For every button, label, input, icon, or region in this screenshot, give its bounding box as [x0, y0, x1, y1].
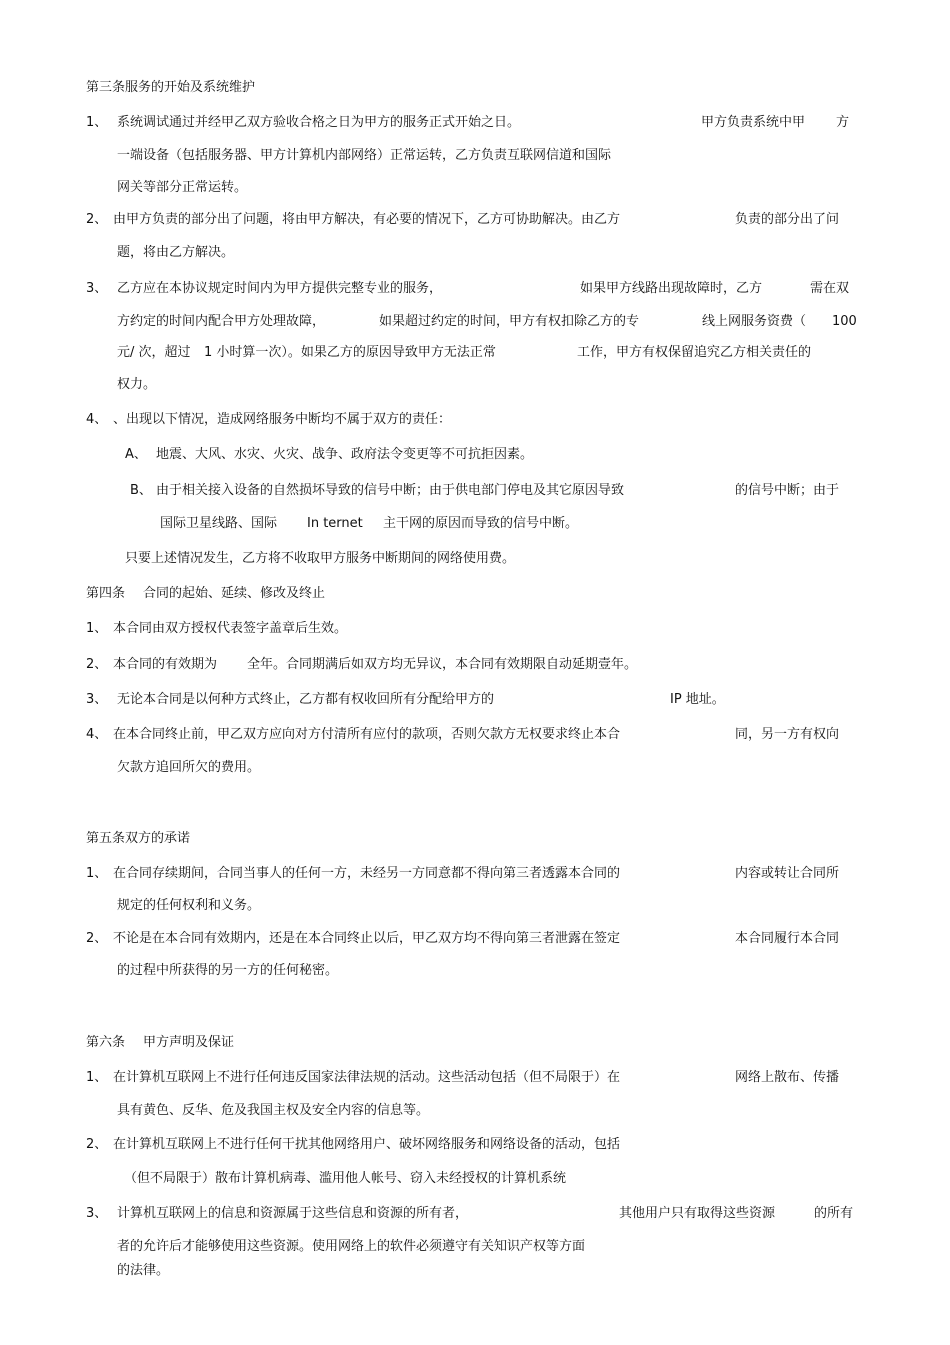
- text-line: 规定的任何权利和义务。: [117, 898, 261, 913]
- section-heading: 第五条双方的承诺: [86, 831, 191, 846]
- text-line: 在计算机互联网上不进行任何干扰其他网络用户、破坏网络服务和网络设备的活动，包括: [113, 1137, 621, 1152]
- item-number: 2、: [86, 1137, 108, 1152]
- text-line: 无论本合同是以何种方式终止，乙方都有权收回所有分配给甲方的: [117, 692, 495, 707]
- item-number: 2、: [86, 212, 108, 227]
- text-line: 网络上散布、传播: [735, 1070, 840, 1085]
- text-line: 具有黄色、反华、危及我国主权及安全内容的信息等。: [117, 1103, 430, 1118]
- text-line: 只要上述情况发生，乙方将不收取甲方服务中断期间的网络使用费。: [125, 551, 516, 566]
- text-line: 本合同的有效期为: [113, 657, 218, 672]
- text-line: 工作，甲方有权保留追究乙方相关责任的: [577, 345, 812, 360]
- text-line: 者的允许后才能够使用这些资源。使用网络上的软件必须遵守有关知识产权等方面: [117, 1239, 586, 1254]
- text-line: 全年。合同期满后如双方均无异议，本合同有效期限自动延期壹年。: [247, 657, 638, 672]
- text-line: 线上网服务资费（: [702, 314, 807, 329]
- item-number: 4、: [86, 412, 108, 427]
- item-number: 1、: [86, 621, 108, 636]
- text-line: 由甲方负责的部分出了问题，将由甲方解决，有必要的情况下，乙方可协助解决。由乙方: [113, 212, 621, 227]
- text-line: （但不局限于）散布计算机病毒、滥用他人帐号、窃入未经授权的计算机系统: [124, 1171, 567, 1186]
- text-line: 方约定的时间内配合甲方处理故障，: [117, 314, 326, 329]
- text-line: 地震、大风、水灾、火灾、战争、政府法令变更等不可抗拒因素。: [156, 447, 534, 462]
- item-number: 1、: [86, 866, 108, 881]
- section-heading-title: 合同的起始、延续、修改及终止: [143, 586, 326, 601]
- text-line: In ternet: [307, 516, 363, 531]
- text-line: 元/ 次，超过: [117, 345, 191, 360]
- sub-item-marker: A、: [125, 447, 147, 462]
- text-line: 不论是在本合同有效期内，还是在本合同终止以后，甲乙双方均不得向第三者泄露在签定: [113, 931, 621, 946]
- item-number: 2、: [86, 931, 108, 946]
- text-line: 本合同由双方授权代表签字盖章后生效。: [113, 621, 348, 636]
- text-line: 甲方负责系统中甲: [701, 115, 806, 130]
- section-heading: 第四条: [86, 586, 126, 601]
- text-line: 需在双: [810, 281, 850, 296]
- text-line: 1 小时算一次）。如果乙方的原因导致甲方无法正常: [204, 345, 496, 360]
- section-heading-title: 甲方声明及保证: [143, 1035, 235, 1050]
- item-number: 3、: [86, 1206, 108, 1221]
- text-line: 权力。: [117, 377, 157, 392]
- text-line: 如果甲方线路出现故障时，乙方: [580, 281, 763, 296]
- text-line: 同，另一方有权向: [735, 727, 840, 742]
- text-line: 在合同存续期间，合同当事人的任何一方，未经另一方同意都不得向第三者透露本合同的: [113, 866, 621, 881]
- text-line: 主干网的原因而导致的信号中断。: [383, 516, 579, 531]
- section-heading: 第六条: [86, 1035, 126, 1050]
- text-line: 其他用户只有取得这些资源: [619, 1206, 776, 1221]
- text-line: 一端设备（包括服务器、甲方计算机内部网络）正常运转，乙方负责互联网信道和国际: [117, 148, 612, 163]
- text-line: 网关等部分正常运转。: [117, 180, 248, 195]
- text-line: 在本合同终止前，甲乙双方应向对方付清所有应付的款项，否则欠款方无权要求终止本合: [113, 727, 621, 742]
- item-number: 2、: [86, 657, 108, 672]
- text-line: 的所有: [814, 1206, 854, 1221]
- text-line: 国际卫星线路、国际: [160, 516, 278, 531]
- sub-item-marker: B、: [130, 483, 152, 498]
- item-number: 4、: [86, 727, 108, 742]
- text-line: 内容或转让合同所: [735, 866, 840, 881]
- text-line: 负责的部分出了问: [735, 212, 840, 227]
- text-line: 的信号中断；由于: [735, 483, 840, 498]
- text-line: 100: [832, 314, 857, 329]
- text-line: 由于相关接入设备的自然损坏导致的信号中断；由于供电部门停电及其它原因导致: [156, 483, 625, 498]
- text-line: 在计算机互联网上不进行任何违反国家法律法规的活动。这些活动包括（但不局限于）在: [113, 1070, 621, 1085]
- item-number: 1、: [86, 115, 108, 130]
- text-line: 计算机互联网上的信息和资源属于这些信息和资源的所有者，: [117, 1206, 469, 1221]
- text-line: 欠款方追回所欠的费用。: [117, 760, 261, 775]
- item-number: 1、: [86, 1070, 108, 1085]
- text-line: 本合同履行本合同: [735, 931, 840, 946]
- item-number: 3、: [86, 281, 108, 296]
- item-number: 3、: [86, 692, 108, 707]
- section-heading: 第三条服务的开始及系统维护: [86, 80, 256, 95]
- text-line: 如果超过约定的时间，甲方有权扣除乙方的专: [379, 314, 640, 329]
- text-line: IP 地址。: [670, 692, 725, 707]
- text-line: 乙方应在本协议规定时间内为甲方提供完整专业的服务，: [117, 281, 443, 296]
- text-line: 的法律。: [117, 1263, 170, 1278]
- text-line: 题，将由乙方解决。: [117, 245, 235, 260]
- text-line: 的过程中所获得的另一方的任何秘密。: [117, 963, 339, 978]
- text-line: 方: [836, 115, 850, 130]
- text-line: 、出现以下情况，造成网络服务中断均不属于双方的责任：: [113, 412, 452, 427]
- text-line: 系统调试通过并经甲乙双方验收合格之日为甲方的服务正式开始之日。: [117, 115, 521, 130]
